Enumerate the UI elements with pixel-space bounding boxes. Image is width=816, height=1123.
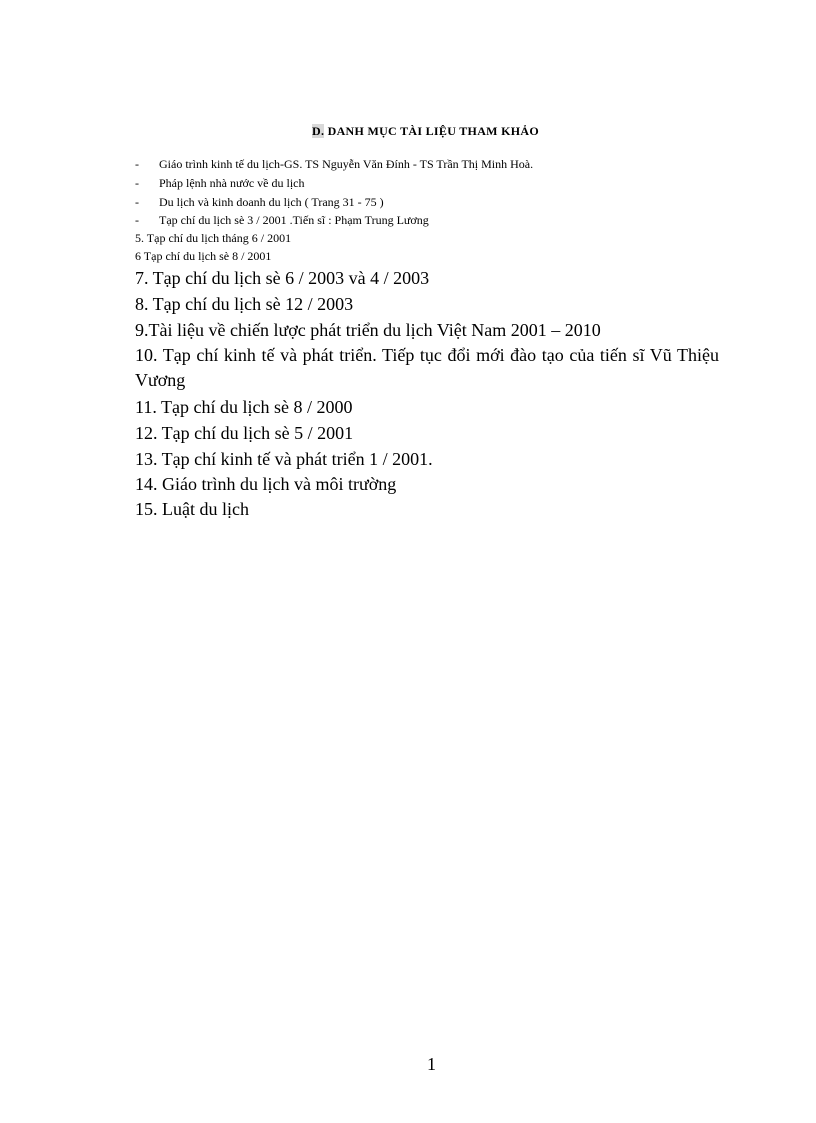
reference-text: Du lịch và kinh doanh du lịch ( Trang 31 - 75 ) (159, 195, 384, 209)
list-bullet: - (135, 195, 139, 209)
reference-item (135, 157, 533, 171)
reference-item (135, 195, 384, 209)
reference-item: 15. Luật du lịch (135, 499, 249, 519)
heading-text: DANH MỤC TÀI LIỆU THAM KHẢO (324, 124, 539, 138)
reference-item (135, 176, 304, 190)
reference-text: Tạp chí du lịch sè 3 / 2001 .Tiến sĩ : Phạm Trung Lương (159, 213, 429, 227)
reference-item: 9.Tài liệu về chiến lược phát triển du lịch Việt Nam 2001 – 2010 (135, 320, 601, 340)
list-bullet: - (135, 176, 139, 190)
reference-text: Pháp lệnh nhà nước về du lịch (159, 176, 305, 190)
reference-item: 10. Tạp chí kinh tế và phát triển. Tiếp tục đổi mới đào tạo của tiến sĩ Vũ Thiệu Vương (135, 345, 719, 390)
reference-item (135, 213, 429, 227)
reference-item: 5. Tạp chí du lịch tháng 6 / 2001 (135, 231, 292, 245)
list-bullet: - (135, 157, 139, 171)
reference-item: 14. Giáo trình du lịch và môi trường (135, 474, 397, 494)
section-heading (0, 124, 816, 139)
heading-letter: D. (312, 124, 325, 138)
page-number: 1 (427, 1054, 436, 1074)
reference-item: 7. Tạp chí du lịch sè 6 / 2003 và 4 / 2003 (135, 268, 430, 288)
reference-item: 8. Tạp chí du lịch sè 12 / 2003 (135, 294, 354, 314)
reference-item: 11. Tạp chí du lịch sè 8 / 2000 (135, 397, 353, 417)
reference-item: 12. Tạp chí du lịch sè 5 / 2001 (135, 423, 354, 443)
reference-item: 13. Tạp chí kinh tế và phát triển 1 / 2001. (135, 449, 433, 469)
list-bullet: - (135, 213, 139, 227)
reference-item: 6 Tạp chí du lịch sè 8 / 2001 (135, 249, 272, 263)
reference-text: Giáo trình kinh tế du lịch-GS. TS Nguyễn Văn Đính - TS Trần Thị Minh Hoà. (159, 157, 534, 171)
